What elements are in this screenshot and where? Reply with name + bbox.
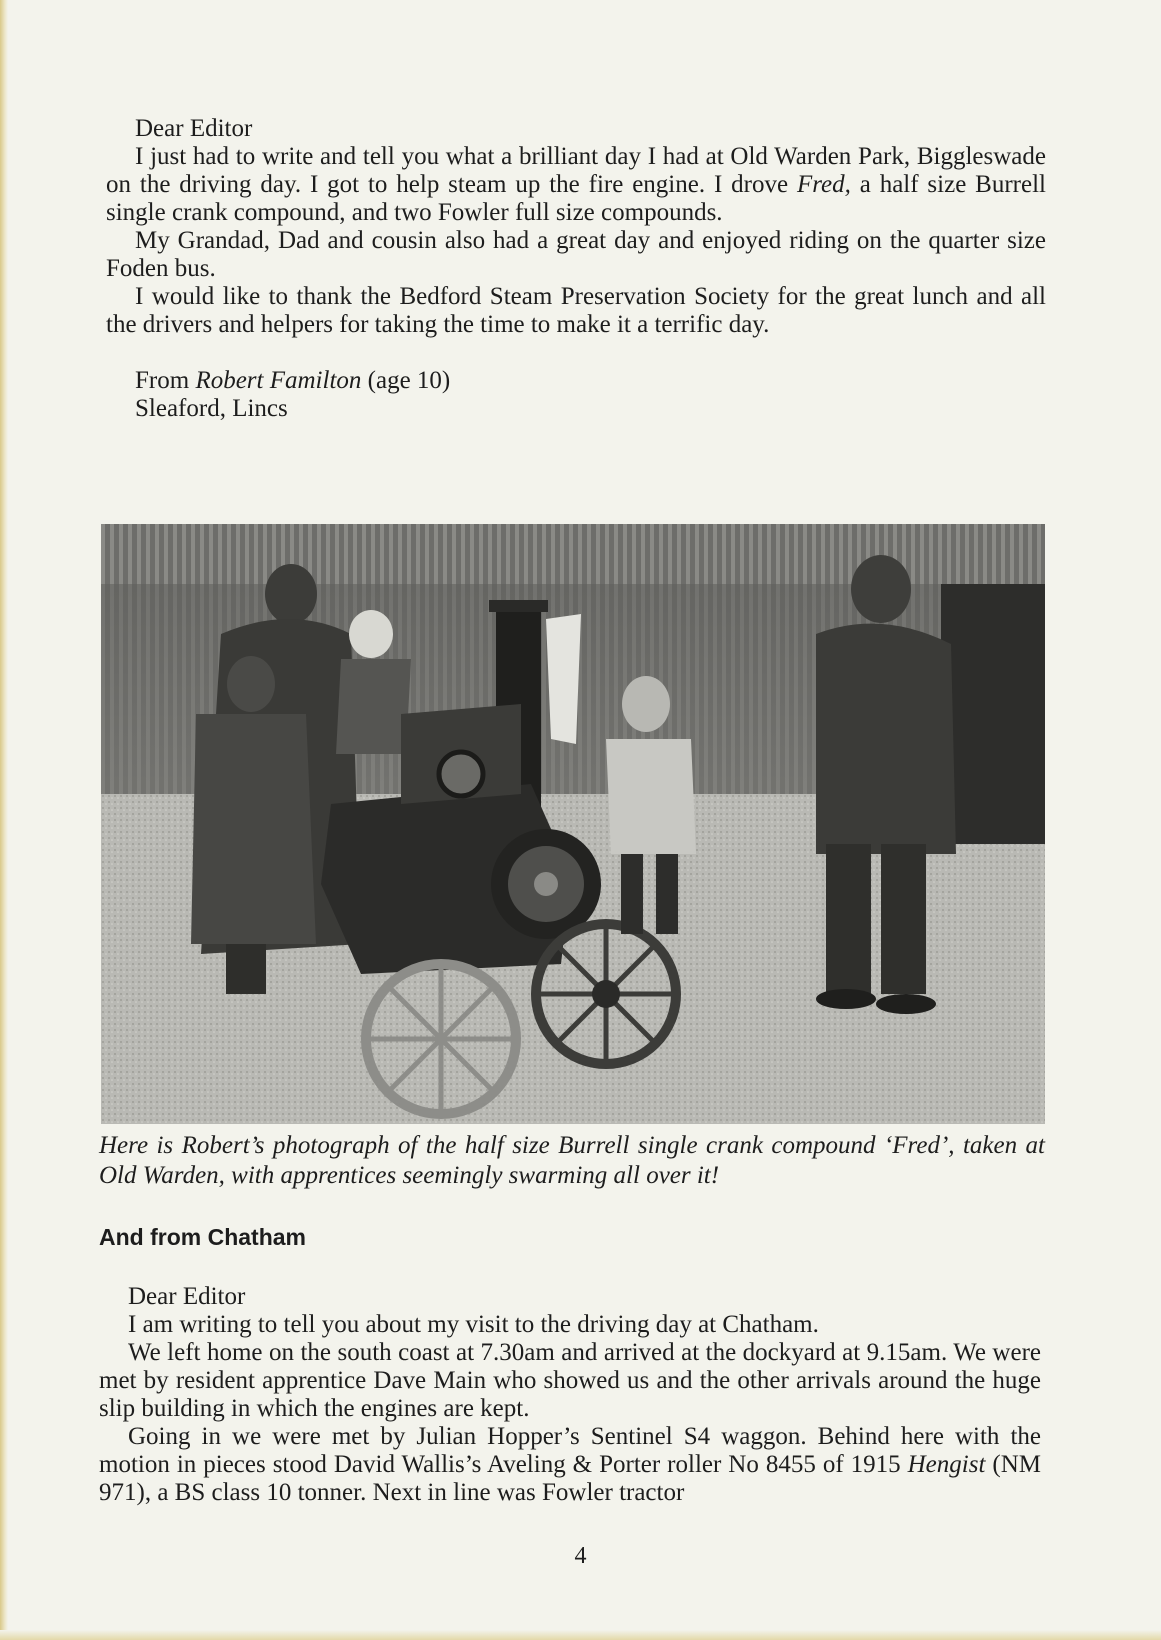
- traction-engine-photo: [101, 524, 1045, 1124]
- text-run: a half size Burrell single crank compound, and two Fowler full size compounds.: [106, 171, 1046, 226]
- author-name: Robert Familton: [195, 367, 362, 394]
- letter-paragraph: [106, 143, 1046, 227]
- letter-salutation: Dear Editor: [128, 1283, 246, 1310]
- letter-chatham: [99, 1283, 1041, 1507]
- letter-robert: [106, 115, 1046, 423]
- letter-paragraph: I am writing to tell you about my visit to the driving day at Chatham.: [128, 1311, 819, 1338]
- author-location: Sleaford, Lincs: [135, 395, 288, 422]
- page-number: 4: [574, 1543, 587, 1569]
- text-run: From: [135, 367, 196, 394]
- photo-caption: Here is Robert’s photograph of the half size Burrell single crank compound ‘Fred’, taken at Old Warden, with apprentices seemingly swarming all over it!: [99, 1132, 1045, 1189]
- letter-paragraph: [99, 1423, 1041, 1507]
- letter-paragraph: My Grandad, Dad and cousin also had a great day and enjoyed riding on the quarter size Foden bus.: [106, 227, 1046, 282]
- text-run: (NM 971), a BS class 10 tonner. Next in line was Fowler tractor: [99, 1451, 1041, 1506]
- text-run: Going in we were met by Julian Hopper’s Sentinel S4 waggon. Behind here with the motion in pieces stood David Wallis’s Aveling & Porter roller No 8455 of 1915: [99, 1423, 1041, 1478]
- letter-paragraph: I would like to thank the Bedford Steam Preservation Society for the great lunch and all the drivers and helpers for taking the time to make it a terrific day.: [106, 283, 1046, 338]
- letter-paragraph: We left home on the south coast at 7.30am and arrived at the dockyard at 9.15am. We were met by resident apprentice Dave Main who showed us and the other arrivals around the huge slip building in which the engines are kept.: [99, 1339, 1041, 1422]
- text-run: (age 10): [361, 367, 451, 394]
- engine-name: Hengist: [907, 1451, 986, 1478]
- engine-name: Fred,: [796, 171, 851, 198]
- letter-salutation: Dear Editor: [135, 115, 253, 142]
- section-heading: And from Chatham: [99, 1224, 306, 1250]
- letter-signoff: [106, 367, 1046, 395]
- text-run: I just had to write and tell you what a brilliant day I had at Old Warden Park, Biggleswade on the driving day. I got to help steam up the fire engine. I drove: [106, 143, 1046, 198]
